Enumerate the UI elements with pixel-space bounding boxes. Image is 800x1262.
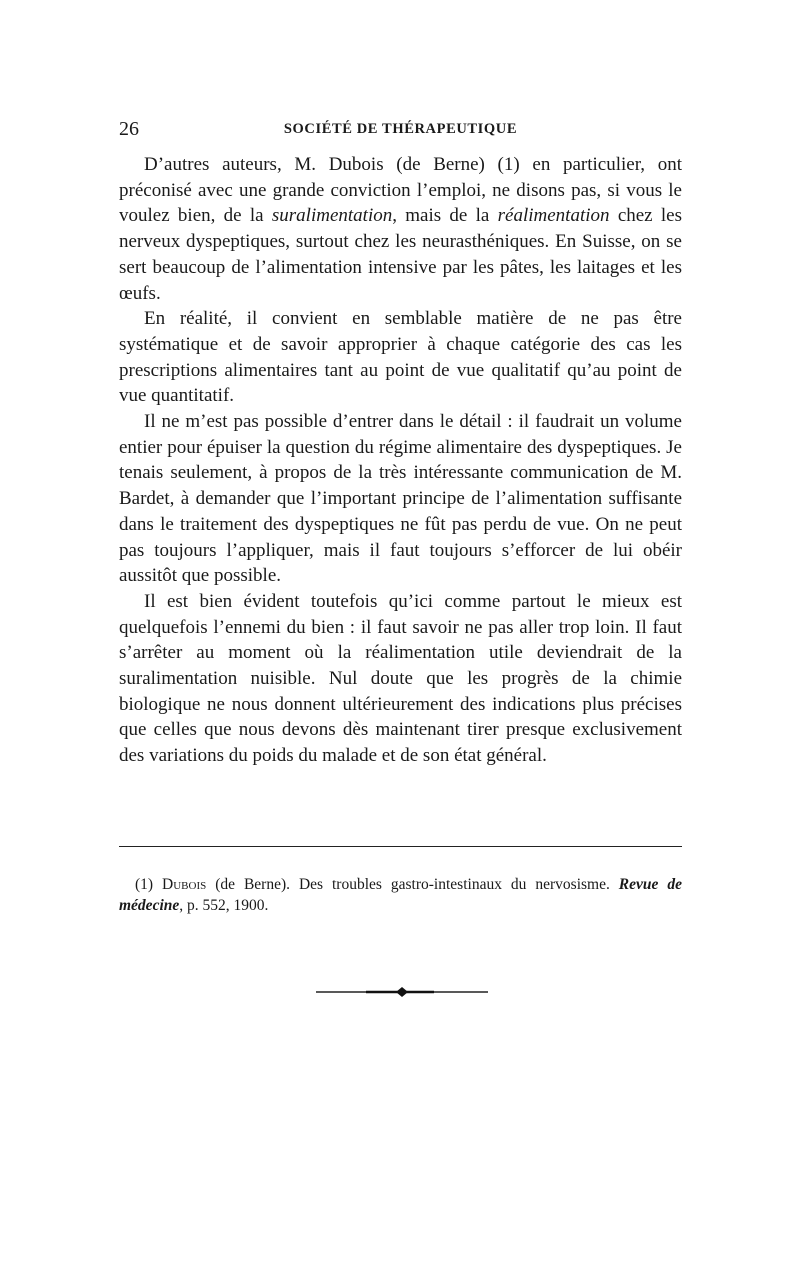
footnote-marker: (1): [135, 876, 163, 893]
paragraph: Il ne m’est pas possible d’entrer dans le détail : il faudrait un volume entier pour épuiser la question du régime alimentaire des dyspeptiques. Je tenais seulement, à propos de la très intéressante communication de M. Bardet, à demander que l’important principe de l’alimentation suffisante dans le traitement des dyspeptiques ne fût pas perdu de vue. On ne peut pas toujours l’appliquer, mais il faut toujours s’efforcer de lui obéir aussitôt que possible.: [119, 411, 682, 587]
page-number: 26: [119, 118, 139, 140]
footnote: [119, 874, 682, 916]
emphasis-suralimentation: suralimentation: [271, 205, 393, 227]
line-with-diamond-ornament-icon: [316, 985, 488, 999]
footnote-journal: Revue de médecine: [119, 876, 682, 914]
page-header: [119, 116, 682, 142]
footnote-text: (de Berne). Des troubles gastro-intestinaux du nervosisme.: [206, 876, 619, 893]
paragraph: [119, 152, 682, 306]
emphasis-realimentation: réalimentation: [497, 205, 610, 227]
paragraph-text: , mais de la: [392, 205, 498, 227]
paragraph-text: D’autres auteurs, M. Dubois (de Berne) (1) en particulier, ont préconisé avec une grande conviction l’emploi, ne disons pas, si vous le voulez bien, de la: [119, 154, 682, 227]
paragraph: Il est bien évident toutefois qu’ici comme partout le mieux est quelquefois l’ennemi du bien : il faut savoir ne pas aller trop loin. Il faut s’arrêter au moment où la réalimentation utile deviendrait de la suralimentation nuisible. Nul doute que les progrès de la chimie biologique ne nous donnent ultérieurement des indications plus précises que celles que nous devons dès maintenant tirer presque exclusivement des variations du poids du malade et de son état général.: [119, 590, 682, 767]
paragraph-text: chez les nerveux dyspeptiques, surtout chez les neurasthéniques. En Suisse, on se sert beaucoup de l’alimentation intensive par les pâtes, les laitages et les œufs.: [119, 205, 682, 304]
footnotes: [119, 874, 682, 916]
footnote-text: , p. 552, 1900.: [179, 897, 269, 914]
footnote-author: Dubois: [162, 876, 207, 893]
footnote-rule: [119, 846, 682, 847]
paragraph: En réalité, il convient en semblable matière de ne pas être systématique et de savoir approprier à chaque catégorie des cas les prescriptions alimentaires tant au point de vue qualitatif qu’au point de vue quantitatif.: [119, 308, 682, 407]
running-head: SOCIÉTÉ DE THÉRAPEUTIQUE: [283, 121, 518, 137]
body-text: [119, 152, 682, 769]
